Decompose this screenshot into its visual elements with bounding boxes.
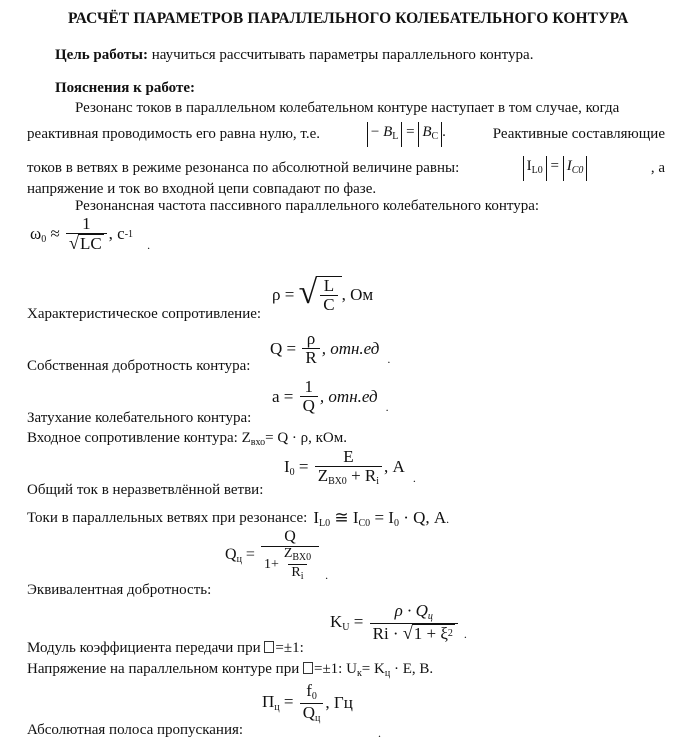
ku-formula: $K_U$ = $\rho \cdot Q_ц$ Ri · √ 1 + ξ 2 .: [330, 601, 467, 643]
omega-formula: $\omega_0$ ≈ 1 √ LC , с -1 .: [30, 214, 151, 253]
goal-text: научиться рассчитывать параметры параллельного контура.: [151, 47, 534, 63]
para1-line2-end: Реактивные составляющие: [492, 126, 665, 142]
transfer-line: [27, 640, 304, 657]
voltage-sub2: ц: [384, 668, 391, 679]
label-char-resistance: Характеристическое сопротивление:: [27, 306, 262, 322]
voltage-sub: к: [356, 668, 362, 679]
bandwidth-unit: , Гц: [325, 692, 353, 712]
q-formula: Q = $\frac{\rho}{R}$ , отн.ед .: [270, 329, 391, 367]
para1-line5: [75, 198, 665, 215]
branch-currents-line: [27, 508, 449, 529]
omega-unit-sup: -1: [124, 228, 134, 240]
para1-line2-text: реактивная проводимость его равна нулю, т.е.: [27, 126, 320, 142]
explanations-heading: Пояснения к работе:: [55, 80, 195, 96]
i0-unit: , А: [384, 457, 405, 477]
para1-line5-text: Резонансная частота пассивного параллельного колебательного контура:: [75, 198, 540, 214]
voltage-tail: =±1: U: [313, 661, 357, 677]
para1-line3-text: токов в ветвях в режиме резонанса по абсолютной величине равны:: [27, 160, 460, 176]
voltage-line: [27, 661, 433, 679]
voltage-mid: = K: [361, 661, 385, 677]
label-branch-currents: Токи в параллельных ветвях при резонансе:: [27, 510, 308, 526]
a-unit: , отн.ед: [319, 386, 378, 406]
goal-label: Цель работы:: [55, 47, 148, 63]
para1-line2: [27, 122, 665, 147]
label-voltage: Напряжение на параллельном контуре при: [27, 661, 300, 677]
label-own-quality: Собственная добротность контура:: [27, 358, 251, 374]
missing-glyph-icon: [264, 641, 274, 653]
label-attenuation: Затухание колебательного контура:: [27, 410, 252, 426]
input-resistance-line: [27, 430, 347, 448]
para1-line3: [27, 156, 665, 181]
para1-line1: Резонанс токов в параллельном колебательном контуре наступает в том случае, когда: [75, 100, 620, 116]
label-equiv-quality: Эквивалентная добротность:: [27, 582, 212, 598]
input-resistance-tail: = Q · ρ, кОм.: [265, 430, 347, 446]
goal-line: [55, 47, 533, 64]
para1-line3-end: , а: [650, 160, 665, 176]
bandwidth-formula: $П_ц$ = $\frac{f_0}{Q_ц}$ , Гц: [262, 681, 353, 724]
label-bandwidth: Абсолютная полоса пропускания:: [27, 722, 244, 738]
page-title: РАСЧЁТ ПАРАМЕТРОВ ПАРАЛЛЕЛЬНОГО КОЛЕБАТЕЛЬНОГО КОНТУРА: [68, 10, 629, 27]
omega-unit: , с: [108, 224, 125, 244]
input-resistance-label: Входное сопротивление контура: Z: [27, 430, 251, 446]
qe-formula: $Q_ц$ = Q 1+ $\frac{Z_{ВХ0}}{R_i}$ .: [225, 528, 329, 582]
input-resistance-sub: вхо: [250, 437, 266, 448]
label-total-current: Общий ток в неразветвлённой ветви:: [27, 482, 264, 498]
para1-line4: напряжение и ток во входной цепи совпадают по фазе.: [27, 181, 377, 197]
transfer-tail: =±1:: [275, 640, 304, 656]
missing-glyph-icon: [303, 662, 313, 674]
document-page: РАСЧЁТ ПАРАМЕТРОВ ПАРАЛЛЕЛЬНОГО КОЛЕБАТЕЛЬНОГО КОНТУРА Цель работы: научиться рассчитывать параметры параллельного контура. Пояснения к работе: Резонанс токов в параллельном колебательном контуре наступает в том случае, когда реактивная проводимость его равна нулю, т.е. − $B_L = B_C$ . Реактивные составляющие токов в ветвях в режиме резонанса по абсолютной величине равны: $I_{L0} = I_{C0}$ , а напряжение и ток во входной цепи совпадают по фазе. Резонансная частота пассивного параллельного колебательного контура: $\omega_0$ ≈ 1 √ LC , с -1 . ρ = √ $\frac{L}{C}$ , Ом Характеристическое сопротивление: Q = $\frac{\rho}{R}$ , отн.ед . Собственная добротность контура: a = $\frac{1}{Q}$ , отн.ед . Затухание колебательного контура: Входное сопротивление контура: $Z_{вхо}= Q \cdot \rho$, кОм. $I_0$ = $\frac{E}{Z_{ВХ0} + R_i}$ , А . Общий ток в неразветвлённой ветви: Токи в параллельных ветвях при резонансе: $I_{L0}$ ≅ $I_{C0} = I_0 \cdot Q$, А. $Q_ц$ = Q 1+ $\frac{Z_{ВХ0}}{R_i}$ . Эквивалентная добротность: $K_U$ = $\rho \cdot Q_ц$ Ri · √ 1 + ξ 2 . Модуль коэффициента передачи при =±1: Напряжение на параллельном контуре при =±1: $U_к= K_ц \cdot E$, В. $П_ц$ = $\frac{f_0}{Q_ц}$ , Гц Абсолютная полоса пропускания: .: [27, 10, 665, 740]
i0-formula: $I_0$ = $\frac{E}{Z_{ВХ0} + R_i}$ , А .: [284, 447, 416, 487]
branch-currents-tail: Q, А: [413, 508, 447, 527]
branch-currents-formula: $I_{L0}$ ≅ $I_{C0} = I_0 \cdot Q$, А.: [313, 508, 450, 529]
rho-formula: ρ = √ $\frac{L}{C}$ , Ом: [272, 274, 374, 314]
rho-unit: , Ом: [341, 285, 374, 305]
label-transfer-modulus: Модуль коэффициента передачи при: [27, 640, 261, 656]
q-unit: , отн.ед: [321, 338, 380, 358]
voltage-end: · E, В.: [390, 661, 434, 677]
susceptance-formula: − $B_L = B_C$ .: [367, 122, 446, 147]
a-formula: a = $\frac{1}{Q}$ , отн.ед .: [272, 377, 389, 415]
current-equality-formula: $I_{L0} = I_{C0}$: [523, 156, 588, 181]
